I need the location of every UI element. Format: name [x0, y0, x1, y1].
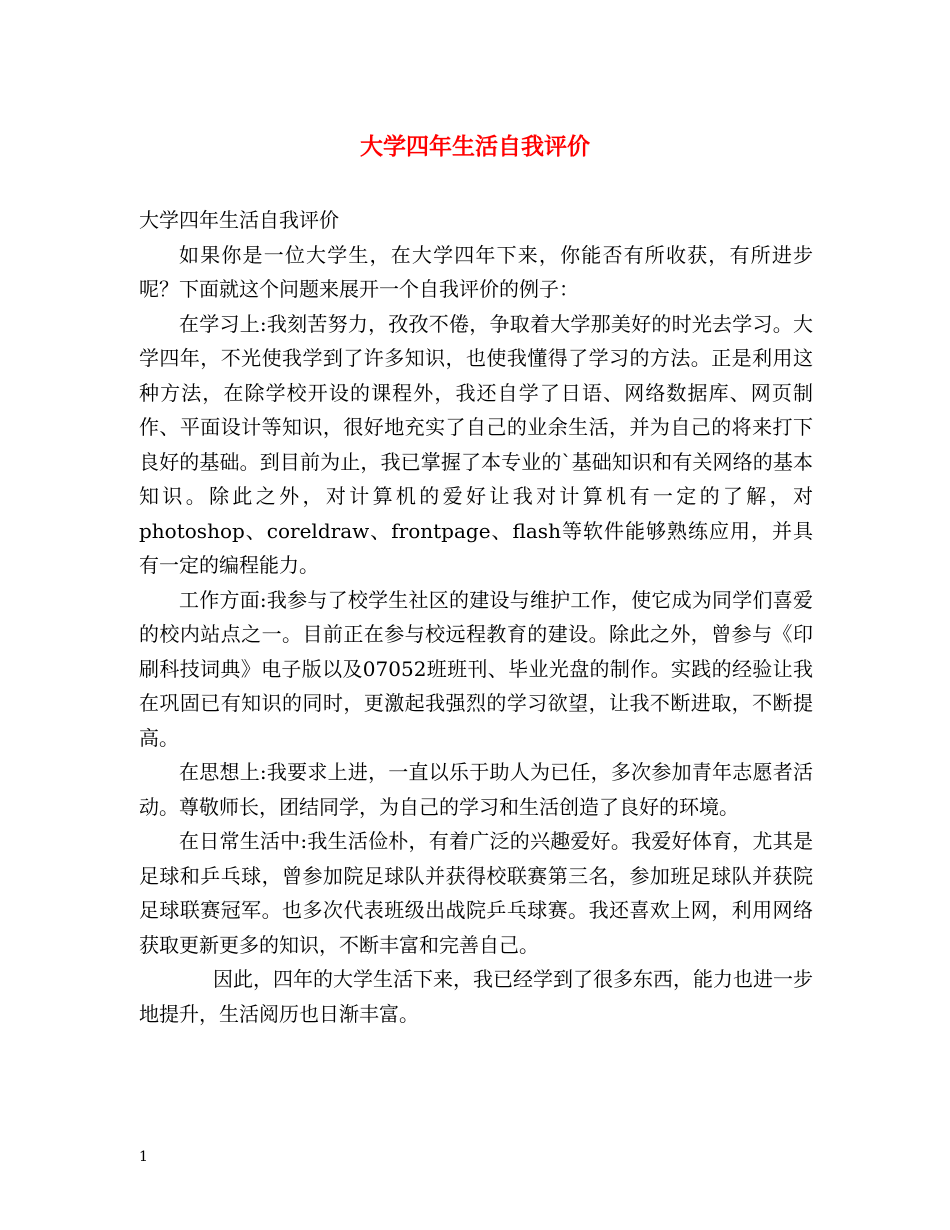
paragraph-conclusion: 因此，四年的大学生活下来，我已经学到了很多东西，能力也进一步地提升，生活阅历也日渐丰富。 [139, 967, 813, 1026]
page-number: 1 [139, 1149, 148, 1165]
document-subtitle: 大学四年生活自我评价 [139, 208, 339, 232]
paragraph-daily-life: 在日常生活中:我生活俭朴，有着广泛的兴趣爱好。我爱好体育，尤其是足球和乒乓球，曾参加院足球队并获得校联赛第三名，参加班足球队并获院足球联赛冠军。也多次代表班级出战院乒乓球赛。我还喜欢上网，利用网络获取更新更多的知识，不断丰富和完善自己。 [139, 829, 813, 957]
paragraph-intro: 如果你是一位大学生，在大学四年下来，你能否有所收获，有所进步呢？下面就这个问题来展开一个自我评价的例子： [139, 242, 813, 301]
document-title: 大学四年生活自我评价 [360, 133, 590, 160]
document-body [139, 203, 813, 1031]
paragraph-work: 工作方面:我参与了校学生社区的建设与维护工作，使它成为同学们喜爱的校内站点之一。目前正在参与校远程教育的建设。除此之外，曾参与《印刷科技词典》电子版以及07052班班刊、毕业光盘的制作。实践的经验让我在巩固已有知识的同时，更激起我强烈的学习欲望，让我不断进取，不断提高。 [139, 587, 813, 750]
paragraph-thought: 在思想上:我要求上进，一直以乐于助人为已任，多次参加青年志愿者活动。尊敬师长，团结同学，为自己的学习和生活创造了良好的环境。 [139, 760, 813, 819]
paragraph-study: 在学习上:我刻苦努力，孜孜不倦，争取着大学那美好的时光去学习。大学四年，不光使我学到了许多知识，也使我懂得了学习的方法。正是利用这种方法，在除学校开设的课程外，我还自学了日语、网络数据库、网页制作、平面设计等知识，很好地充实了自己的业余生活，并为自己的将来打下良好的基础。到目前为止，我已掌握了本专业的`基础知识和有关网络的基本知识。除此之外，对计算机的爱好让我对计算机有一定的了解，对photoshop、coreldraw、frontpage、flash等软件能够熟练应用，并具有一定的编程能力。 [139, 311, 813, 577]
